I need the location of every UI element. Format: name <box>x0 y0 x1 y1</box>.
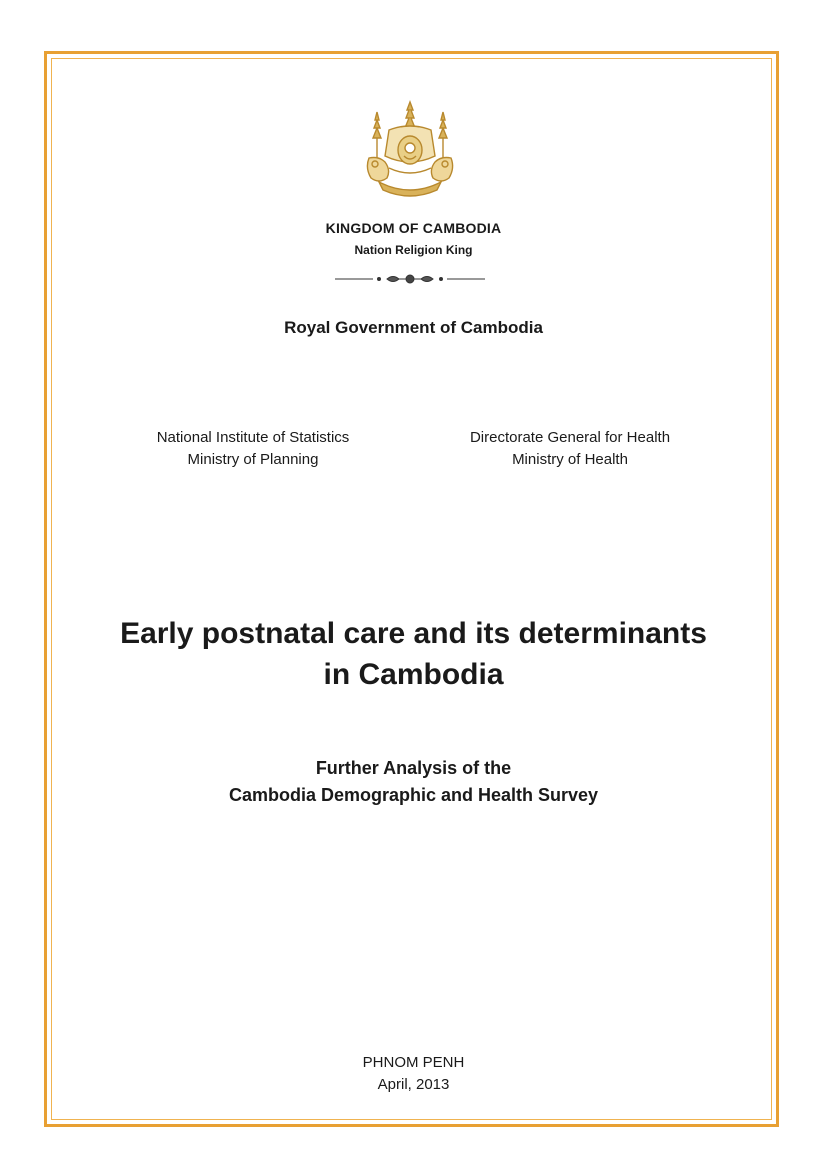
report-subtitle-line2: Cambodia Demographic and Health Survey <box>228 785 599 805</box>
report-title-line2: in Cambodia <box>323 658 504 691</box>
publication-city: PHNOM PENH <box>362 1054 465 1071</box>
report-subtitle <box>0 755 827 809</box>
publication-date: April, 2013 <box>377 1076 450 1093</box>
publication-info <box>0 1052 827 1096</box>
agency-right-block <box>430 427 710 471</box>
government-name: Royal Government of Cambodia <box>284 318 543 337</box>
report-title <box>0 613 827 695</box>
national-motto: Nation Religion King <box>354 243 473 257</box>
report-title-line1: Early postnatal care and its determinants <box>120 617 707 650</box>
agency-right-ministry: Ministry of Health <box>512 451 628 468</box>
agency-right-directorate: Directorate General for Health <box>469 429 671 446</box>
kingdom-heading: KINGDOM OF CAMBODIA <box>325 220 502 236</box>
royal-coat-of-arms-icon <box>355 98 465 208</box>
report-subtitle-line1: Further Analysis of the <box>315 758 512 778</box>
page-border-inner <box>51 58 772 1120</box>
ornamental-divider-icon <box>335 272 485 286</box>
agency-left-ministry: Ministry of Planning <box>187 451 319 468</box>
agency-left-institute: National Institute of Statistics <box>156 429 350 446</box>
agency-left-block <box>113 427 393 471</box>
